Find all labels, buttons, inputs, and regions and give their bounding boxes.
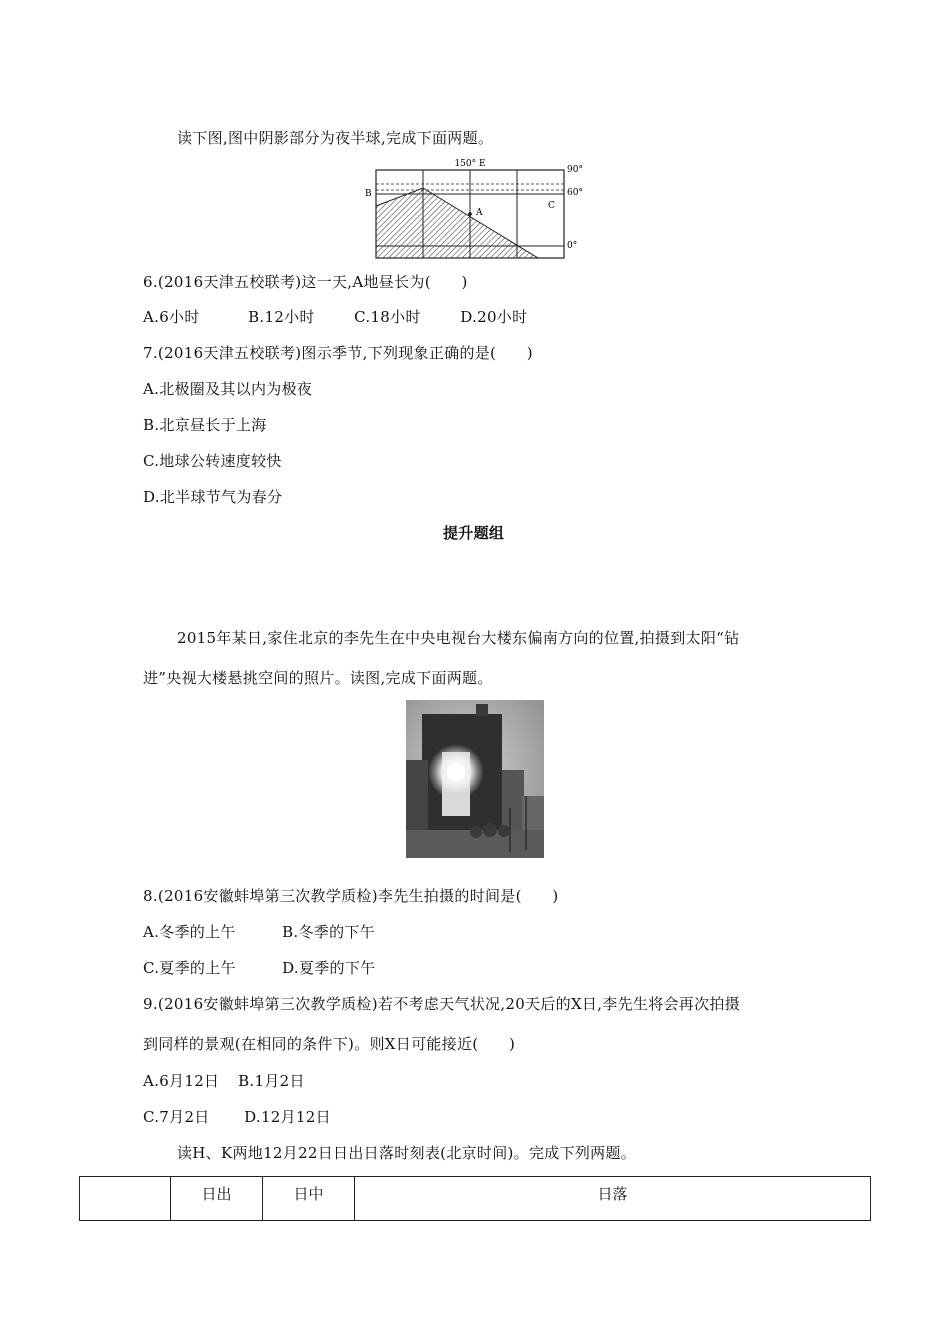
- question-6-stem: 6.(2016天津五校联考)这一天,A地昼长为( ): [143, 273, 468, 291]
- point-c-label: C: [548, 201, 555, 211]
- lat-60-label: 60°: [567, 188, 583, 198]
- table-header-row: [80, 1177, 871, 1221]
- question-9-stem-line-1: 9.(2016安徽蚌埠第三次教学质检)若不考虑天气状况,20天后的X日,李先生将会再次拍摄: [143, 995, 740, 1013]
- question-7-option-d: D.北半球节气为春分: [143, 488, 283, 506]
- option-a: A.冬季的上午: [143, 923, 236, 941]
- table-header-cell: 日落: [355, 1177, 871, 1221]
- question-8-options-row-2: [143, 958, 375, 978]
- option-d: D.夏季的下午: [282, 959, 376, 977]
- cctv-building-sun-photo: [406, 700, 544, 858]
- top-longitude-label: 150° E: [454, 159, 486, 169]
- option-d: D.12月12日: [244, 1108, 331, 1126]
- option-b: B.1月2日: [238, 1072, 305, 1090]
- sun: [447, 763, 465, 781]
- question-7-option-a: A.北极圈及其以内为极夜: [143, 380, 313, 398]
- table-header-cell: [80, 1177, 171, 1221]
- question-7-option-b: B.北京昼长于上海: [143, 416, 267, 434]
- option-a: A.6月12日: [143, 1072, 220, 1090]
- intro-text-3: 读H、K两地12月22日日出日落时刻表(北京时间)。完成下列两题。: [177, 1144, 637, 1162]
- sunrise-sunset-table: [79, 1176, 871, 1221]
- night-hemisphere-diagram: [362, 154, 592, 262]
- question-7-stem: 7.(2016天津五校联考)图示季节,下列现象正确的是( ): [143, 344, 533, 362]
- intro-text-2-line-1: 2015年某日,家住北京的李先生在中央电视台大楼东偏南方向的位置,拍摄到太阳“钻: [177, 629, 740, 647]
- option-b: B.冬季的下午: [282, 923, 375, 941]
- question-9-stem-line-2: 到同样的景观(在相同的条件下)。则X日可能接近( ): [143, 1035, 516, 1053]
- question-9-options-row-1: [143, 1071, 305, 1091]
- point-a-marker: [468, 212, 472, 216]
- option-d: D.20小时: [460, 308, 528, 326]
- section-title: 提升题组: [443, 524, 505, 542]
- table-header-cell: 日中: [263, 1177, 355, 1221]
- question-8-options-row-1: [143, 922, 375, 942]
- question-8-stem: 8.(2016安徽蚌埠第三次教学质检)李先生拍摄的时间是( ): [143, 887, 559, 905]
- option-b: B.12小时: [248, 308, 315, 326]
- table-header-cell: 日出: [171, 1177, 263, 1221]
- point-b-label: B: [365, 189, 372, 199]
- intro-text-2-line-2: 进”央视大楼悬挑空间的照片。读图,完成下面两题。: [143, 669, 493, 687]
- option-c: C.夏季的上午: [143, 959, 236, 977]
- question-7-option-c: C.地球公转速度较快: [143, 452, 282, 470]
- lat-0-label: 0°: [567, 241, 578, 251]
- question-6-options: [143, 307, 527, 327]
- option-c: C.7月2日: [143, 1108, 210, 1126]
- lat-90-label: 90°: [567, 165, 583, 175]
- option-a: A.6小时: [143, 308, 200, 326]
- option-c: C.18小时: [354, 308, 421, 326]
- question-9-options-row-2: [143, 1107, 331, 1127]
- night-shading: [376, 188, 538, 258]
- intro-text-1: 读下图,图中阴影部分为夜半球,完成下面两题。: [177, 129, 494, 147]
- point-a-label: A: [476, 208, 483, 218]
